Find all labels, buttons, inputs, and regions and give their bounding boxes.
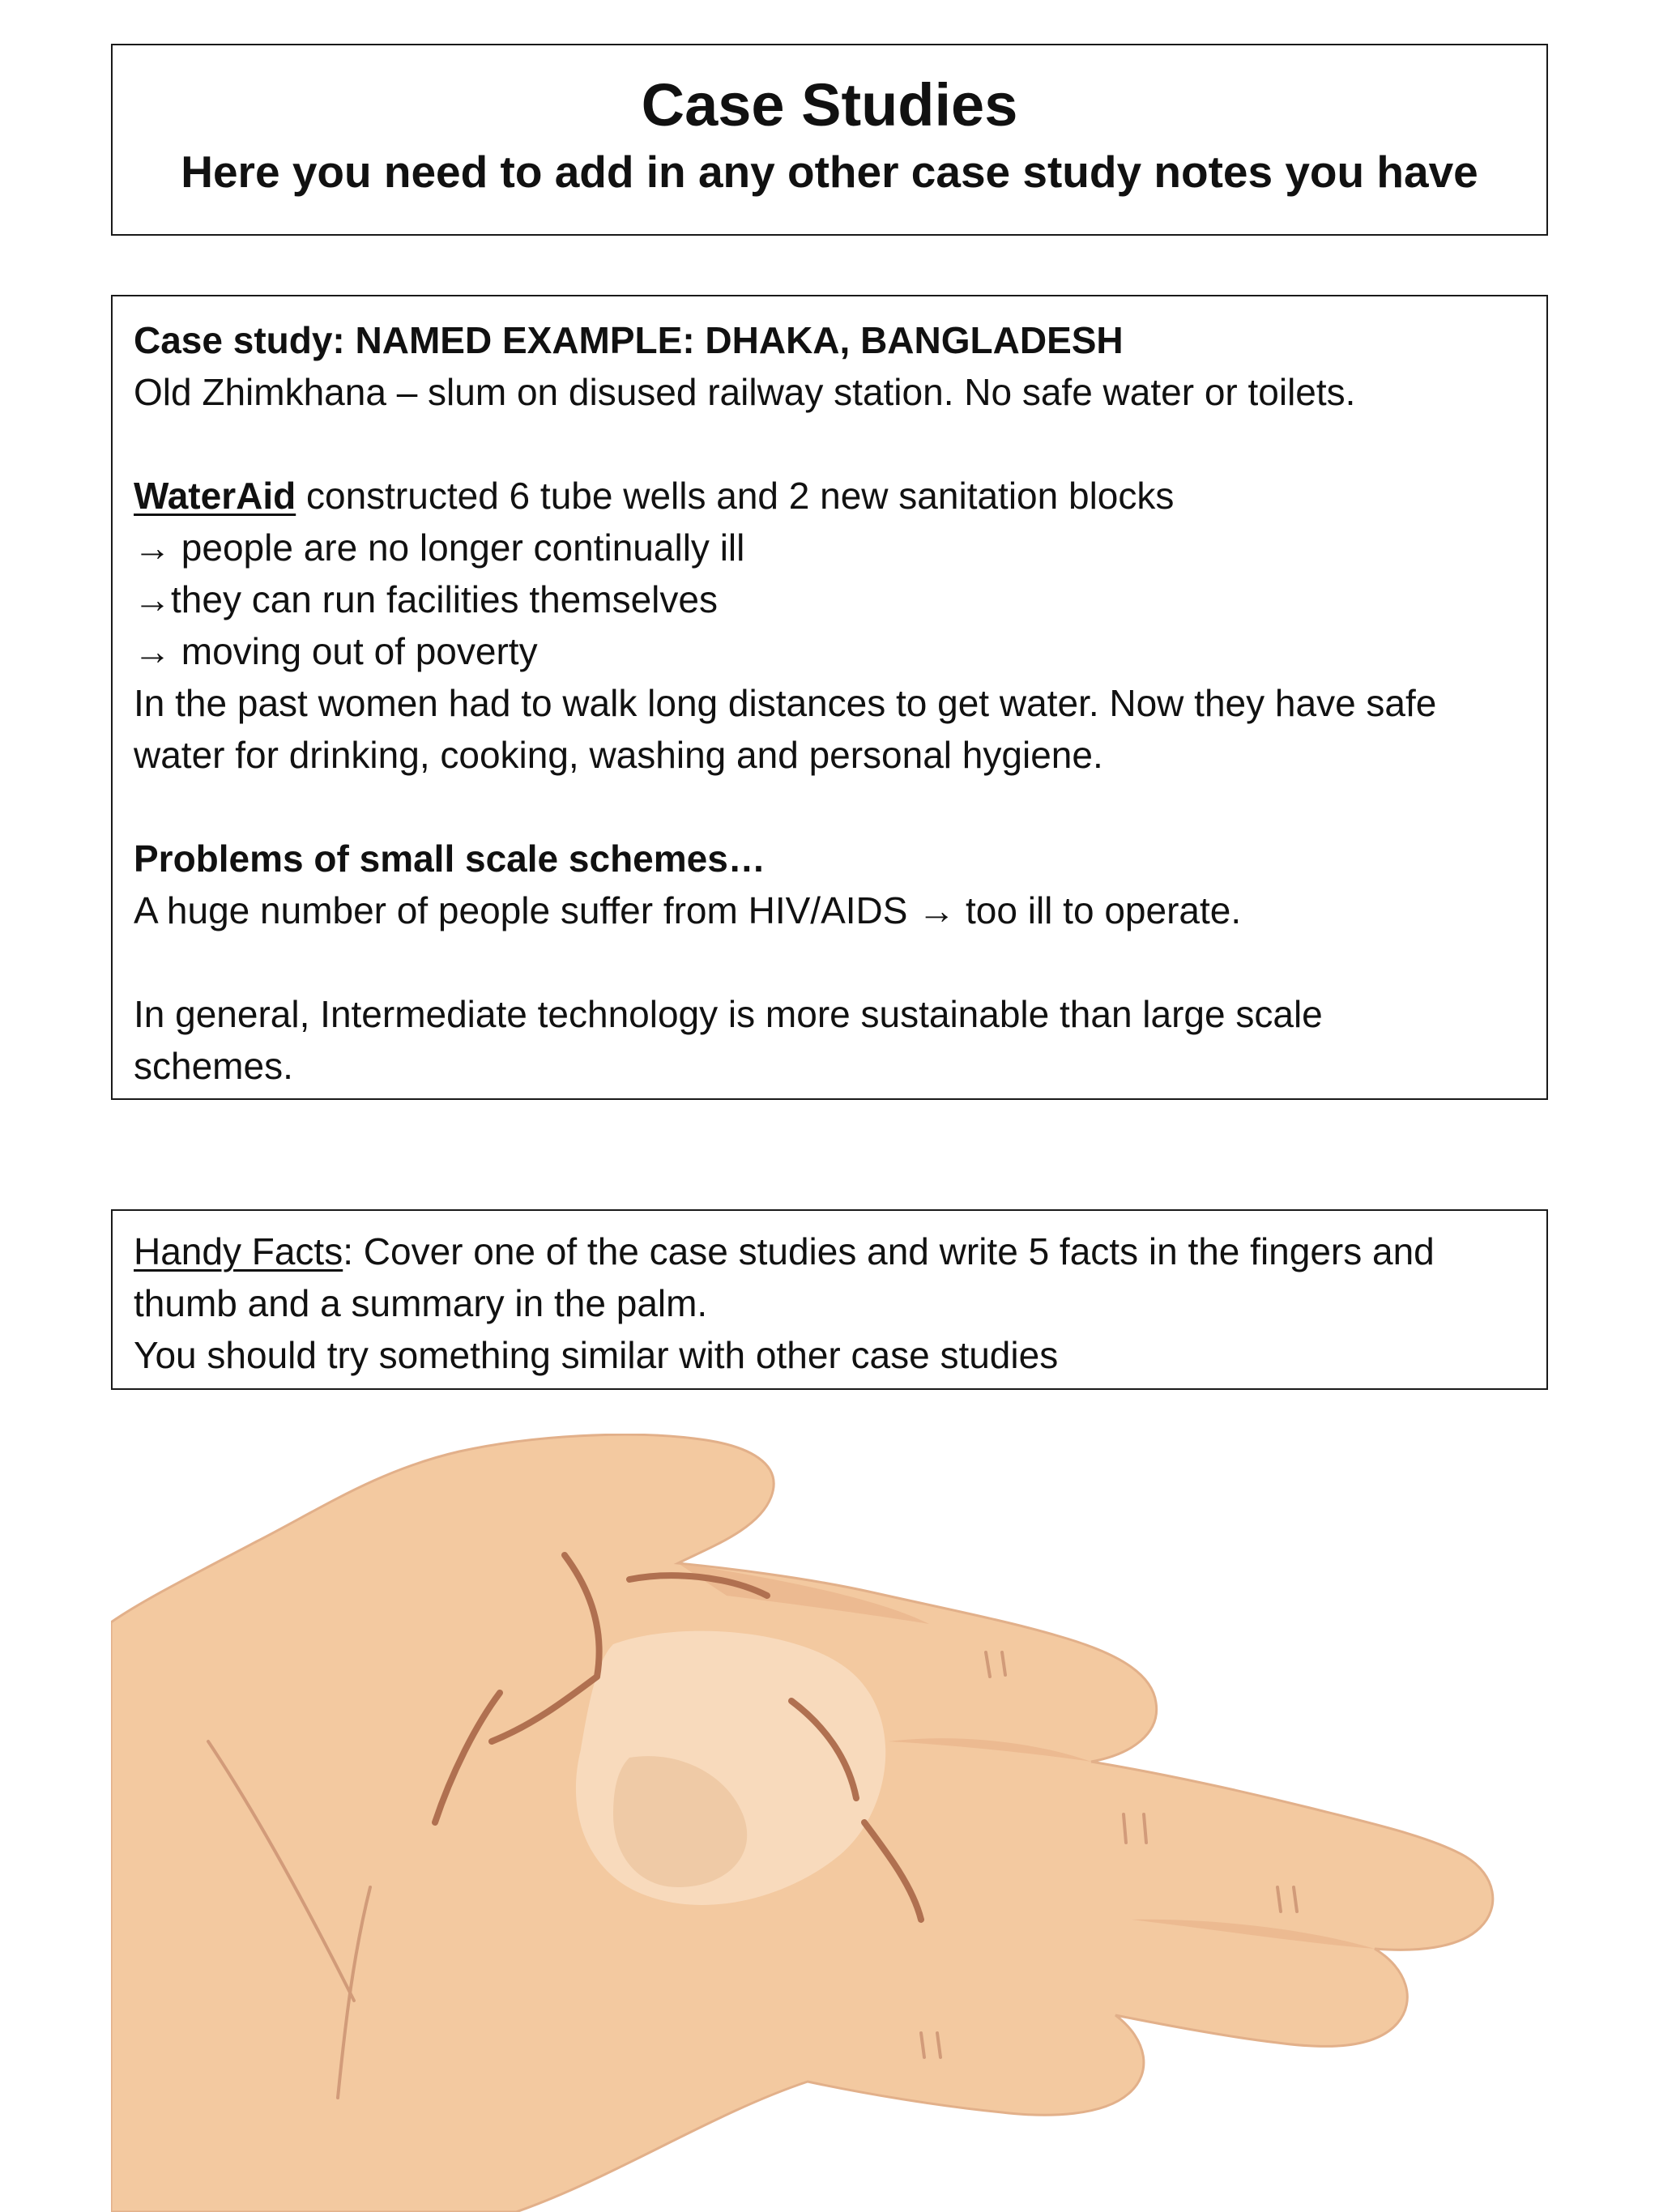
case-study-box bbox=[111, 295, 1548, 1100]
problems-heading: Problems of small scale schemes… bbox=[134, 837, 766, 880]
handy-facts-line bbox=[134, 1225, 1525, 1277]
general-text-line: schemes. bbox=[134, 1045, 293, 1087]
case-study-intro: Old Zhimkhana – slum on disused railway station. No safe water or toilets. bbox=[134, 371, 1356, 413]
effect-item: →they can run facilities themselves bbox=[134, 578, 718, 620]
hand-icon bbox=[111, 1434, 1548, 2212]
open-hand-illustration bbox=[111, 1434, 1548, 2212]
case-study-heading: Case study: NAMED EXAMPLE: DHAKA, BANGLADESH bbox=[134, 319, 1124, 361]
wateraid-label: WaterAid bbox=[134, 475, 296, 517]
wateraid-line bbox=[134, 470, 1525, 522]
title-box bbox=[111, 44, 1548, 236]
problems-text: A huge number of people suffer from HIV/AIDS → too ill to operate. bbox=[134, 889, 1242, 931]
handy-facts-line: thumb and a summary in the palm. bbox=[134, 1282, 708, 1324]
handy-facts-text: : Cover one of the case studies and write 5 facts in the fingers and bbox=[343, 1230, 1435, 1272]
handy-facts-label: Handy Facts bbox=[134, 1230, 343, 1272]
handy-facts-line: You should try something similar with other case studies bbox=[134, 1334, 1059, 1376]
handy-facts-box bbox=[111, 1209, 1548, 1390]
page-subtitle: Here you need to add in any other case study notes you have bbox=[181, 146, 1478, 197]
effect-item: → people are no longer continually ill bbox=[134, 526, 745, 569]
page-title: Case Studies bbox=[641, 71, 1018, 139]
past-text-line: In the past women had to walk long distances to get water. Now they have safe bbox=[134, 682, 1437, 724]
general-text-line: In general, Intermediate technology is more sustainable than large scale bbox=[134, 993, 1323, 1035]
wateraid-text: constructed 6 tube wells and 2 new sanitation blocks bbox=[296, 475, 1175, 517]
effect-item: → moving out of poverty bbox=[134, 630, 538, 672]
past-text-line: water for drinking, cooking, washing and personal hygiene. bbox=[134, 734, 1103, 776]
